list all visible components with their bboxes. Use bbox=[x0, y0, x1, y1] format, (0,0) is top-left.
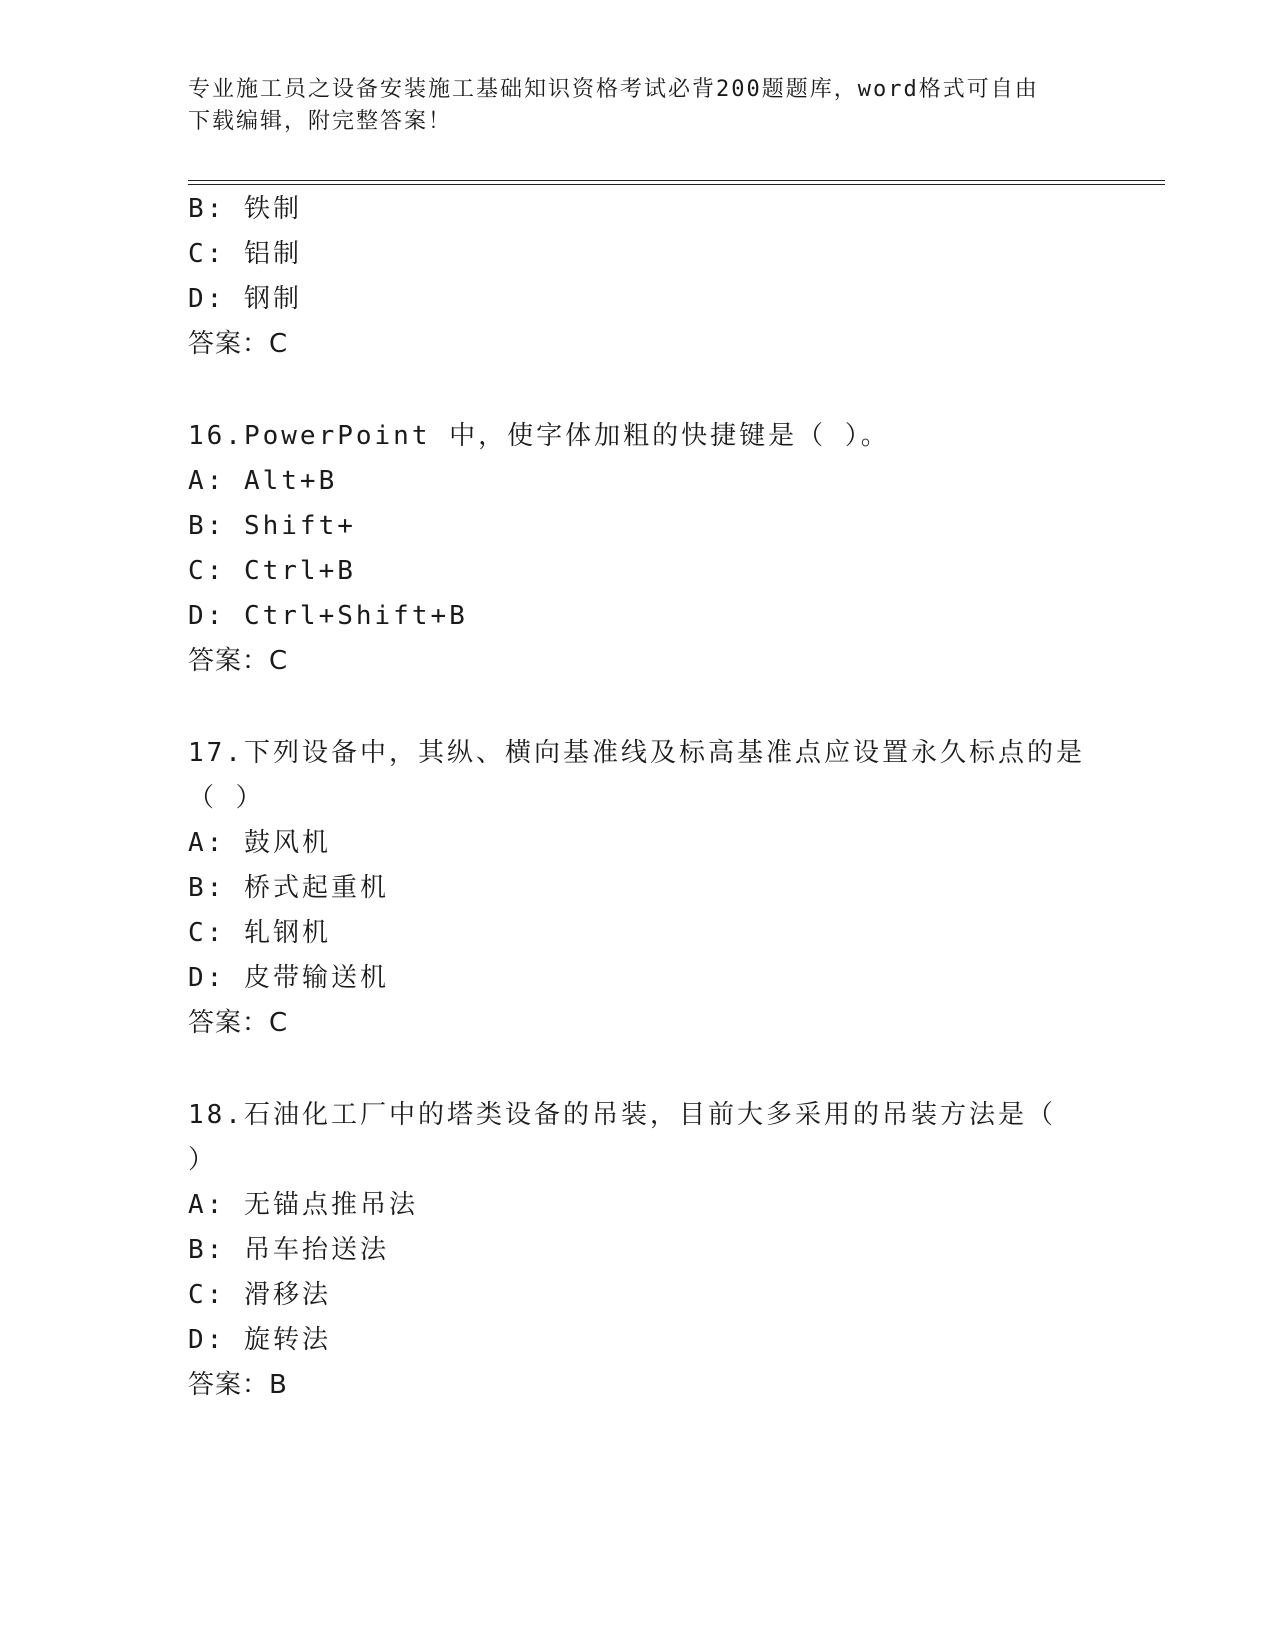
document-header bbox=[188, 74, 1068, 138]
q16-answer: 答案：C bbox=[188, 646, 289, 676]
header-line-2: 下载编辑，附完整答案！ bbox=[188, 109, 453, 134]
q18-question-line-2: ） bbox=[188, 1145, 218, 1175]
q17-option-d: D: 皮带输送机 bbox=[188, 963, 389, 993]
q18-option-b: B: 吊车抬送法 bbox=[188, 1235, 389, 1265]
q16-option-a: A: Alt+B bbox=[188, 466, 338, 496]
q15-option-c: C: 铝制 bbox=[188, 239, 302, 269]
q15-option-b: B: 铁制 bbox=[188, 194, 302, 224]
q17-option-b: B: 桥式起重机 bbox=[188, 873, 389, 903]
header-divider-top bbox=[188, 180, 1165, 181]
q16-option-d: D: Ctrl+Shift+B bbox=[188, 601, 468, 631]
q15-answer: 答案：C bbox=[188, 329, 289, 359]
q17-answer: 答案：C bbox=[188, 1008, 289, 1038]
q16-option-b: B: Shift+ bbox=[188, 511, 356, 541]
q17-option-c: C: 轧钢机 bbox=[188, 918, 331, 948]
q16-question: 16.PowerPoint 中，使字体加粗的快捷键是（ ）。 bbox=[188, 421, 890, 451]
q17-question-line-2: （ ） bbox=[188, 783, 265, 813]
q18-answer: 答案：B bbox=[188, 1370, 288, 1400]
header-line-1: 专业施工员之设备安装施工基础知识资格考试必背200题题库，word格式可自由 bbox=[188, 77, 1039, 102]
q18-option-d: D: 旋转法 bbox=[188, 1325, 331, 1355]
q16-option-c: C: Ctrl+B bbox=[188, 556, 356, 586]
q18-option-c: C: 滑移法 bbox=[188, 1280, 331, 1310]
q18-option-a: A: 无锚点推吊法 bbox=[188, 1190, 418, 1220]
q17-question-line-1: 17.下列设备中，其纵、横向基准线及标高基准点应设置永久标点的是 bbox=[188, 738, 1085, 768]
q18-question-line-1: 18.石油化工厂中的塔类设备的吊装，目前大多采用的吊装方法是（ bbox=[188, 1100, 1056, 1130]
q17-option-a: A: 鼓风机 bbox=[188, 828, 331, 858]
header-divider-bottom bbox=[188, 184, 1165, 185]
q15-option-d: D: 钢制 bbox=[188, 284, 302, 314]
